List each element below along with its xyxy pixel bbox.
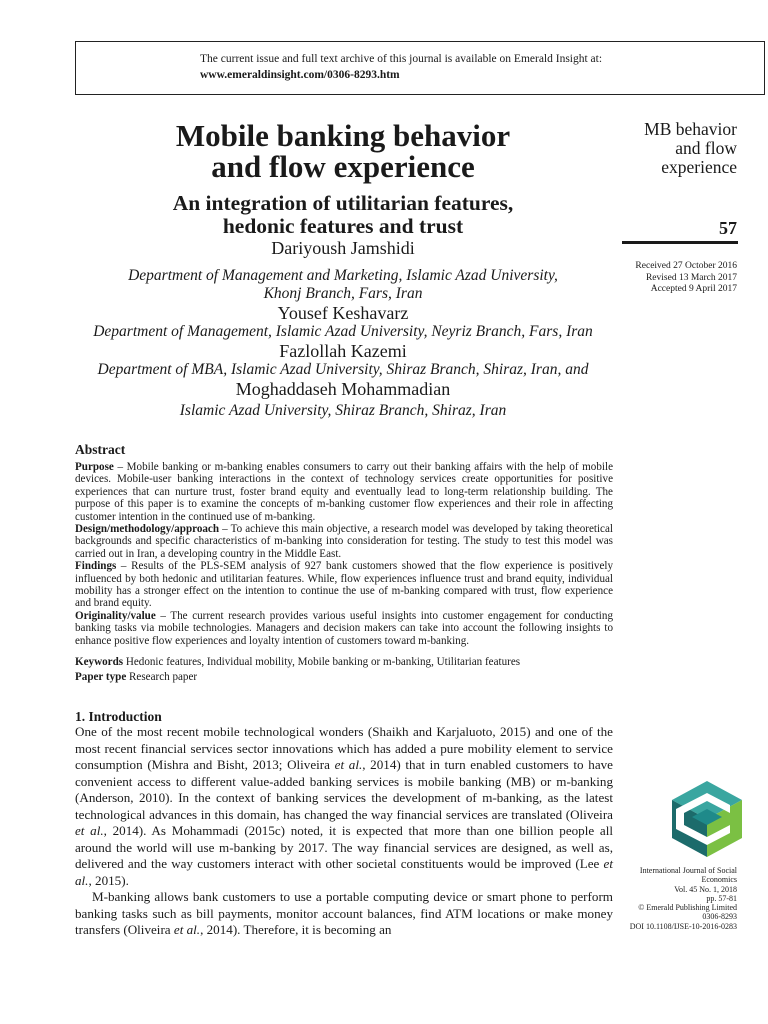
- abstract-design: [75, 523, 613, 560]
- access-notice-text: The current issue and full text archive of this journal is available on Emerald Insight at:: [200, 53, 603, 65]
- revised-date: Revised 13 March 2017: [645, 272, 737, 283]
- purpose-text: – Mobile banking or m-banking enables consumers to carry out their banking affairs with the help of mobile devices. Mobile-user banking interactions in the context of technology services create opportunities for positive experiences that can nurture trust, foster brand equity and eventually lead to long-term relationship building. The purpose of this paper is to examine the concepts of m-banking customer flow experiences and their role in affecting customer intention in the continued use of m-banking.: [75, 461, 613, 523]
- journal-citation-info: [630, 866, 737, 931]
- section-heading-introduction: 1. Introduction: [75, 709, 162, 724]
- abstract-purpose: [75, 461, 613, 523]
- page-number: 57: [719, 218, 737, 238]
- abstract-body: [75, 461, 613, 647]
- paper-type-label: Paper type: [75, 671, 127, 683]
- paper-type: [75, 671, 615, 683]
- author-name-4: Moghaddaseh Mohammadian: [235, 379, 451, 399]
- author-name-2: Yousef Keshavarz: [277, 303, 409, 323]
- abstract-heading: Abstract: [75, 442, 126, 457]
- paper-type-text: Research paper: [126, 671, 198, 683]
- intro-paragraph-2: M-banking allows bank customers to use a portable computing device or smart phone to perform banking tasks such as bill payments, monitor account balances, find ATM locations or make money transfers (Oliveira et al., 2014). Therefore, it is becoming an: [75, 889, 613, 937]
- journal-issn: 0306-8293: [702, 912, 737, 922]
- article-subtitle-line-2: hedonic features and trust: [222, 214, 464, 238]
- author-affiliation-2: Department of Management, Islamic Azad University, Neyriz Branch, Fars, Iran: [93, 323, 593, 340]
- emerald-publishing-logo-icon: [672, 781, 742, 857]
- abstract-findings: [75, 560, 613, 610]
- author-name-3: Fazlollah Kazemi: [279, 341, 407, 361]
- journal-name-line-1: International Journal of Social: [639, 866, 737, 875]
- findings-label: Findings: [75, 560, 117, 573]
- keywords: [75, 656, 615, 668]
- introduction-body: [75, 724, 613, 939]
- journal-name-line-2: Economics: [701, 875, 737, 885]
- journal-url-link[interactable]: www.emeraldinsight.com/0306-8293.htm: [200, 69, 400, 81]
- article-title-line-2: and flow experience: [211, 149, 475, 184]
- author-name-1: Dariyoush Jamshidi: [271, 238, 415, 258]
- design-label: Design/methodology/approach: [75, 523, 220, 536]
- received-date: Received 27 October 2016: [635, 261, 737, 271]
- purpose-label: Purpose: [75, 461, 114, 473]
- running-title-line: and flow: [675, 138, 737, 158]
- running-title: [644, 120, 737, 177]
- author-affiliation-3: Department of MBA, Islamic Azad University, Shiraz Branch, Shiraz, Iran, and: [97, 361, 589, 378]
- author-affiliation-1a: Department of Management and Marketing, Islamic Azad University,: [128, 267, 558, 284]
- keywords-text: Hedonic features, Individual mobility, Mobile banking or m-banking, Utilitarian features: [123, 656, 521, 668]
- abstract-originality: [75, 610, 613, 647]
- intro-paragraph-1: One of the most recent mobile technological wonders (Shaikh and Karjaluoto, 2015) and one of the most recent financial services sector innovations which has added a pure mobility element to service consumption (Mishra and Bisht, 2013; Oliveira et al., 2014) that in turn enabled customers to have convenient access to different value-added banking services is mobile banking (MB) or m-banking (Anderson, 2010). In the context of banking services the development of m-banking, as the latest technological advances in this domain, has changed the way financial services are translated (Oliveira et al., 2014). As Mohammadi (2015c) noted, it is expected that more than one billion people all around the world will use m-banking by 2017. The way financial services are designed, as well as, delivered and the way customers interact with other societal constituents would be improved (Lee et al., 2015).: [75, 724, 613, 888]
- journal-publisher: © Emerald Publishing Limited: [638, 903, 737, 913]
- accepted-date: Accepted 9 April 2017: [650, 284, 737, 294]
- author-affiliation-4: Islamic Azad University, Shiraz Branch, Shiraz, Iran: [179, 402, 507, 419]
- article-title-line-1: Mobile banking behavior: [175, 118, 511, 153]
- design-text: – To achieve this main objective, a research model was developed by taking theoretical backgrounds and specific characteristics of m-banking into consideration for testing. The study to test this model was carried out in Iran, a developing country in the Middle East.: [75, 523, 613, 560]
- originality-text: – The current research provides various useful insights into customer engagement for conducting banking tasks via mobile technologies. Managers and decision makers can take into account the following insights to enhance positive flow experiences and loyalty intention of customers toward m-banking.: [75, 609, 613, 647]
- access-notice-box: [75, 41, 765, 95]
- originality-label: Originality/value: [75, 609, 156, 622]
- running-title-line: experience: [661, 157, 737, 177]
- side-divider: [622, 241, 738, 244]
- keywords-label: Keywords: [75, 656, 124, 668]
- article-subtitle-line-1: An integration of utilitarian features,: [172, 191, 514, 215]
- journal-volume: Vol. 45 No. 1, 2018: [674, 884, 737, 894]
- author-affiliation-1b: Khonj Branch, Fars, Iran: [263, 285, 423, 302]
- article-dates: [635, 261, 737, 296]
- running-title-line: MB behavior: [644, 119, 737, 139]
- findings-text: – Results of the PLS-SEM analysis of 927 bank customers showed that the flow experience is positively influenced by both hedonic and utilitarian features. While, flow experiences influence trust and brand equity, individual mobility has a stronger effect on the intention to continue the use of m-banking compared with trust, flow experience and brand equity.: [75, 560, 613, 610]
- journal-doi: DOI 10.1108/IJSE-10-2016-0283: [629, 921, 737, 931]
- journal-pages: pp. 57-81: [706, 893, 737, 903]
